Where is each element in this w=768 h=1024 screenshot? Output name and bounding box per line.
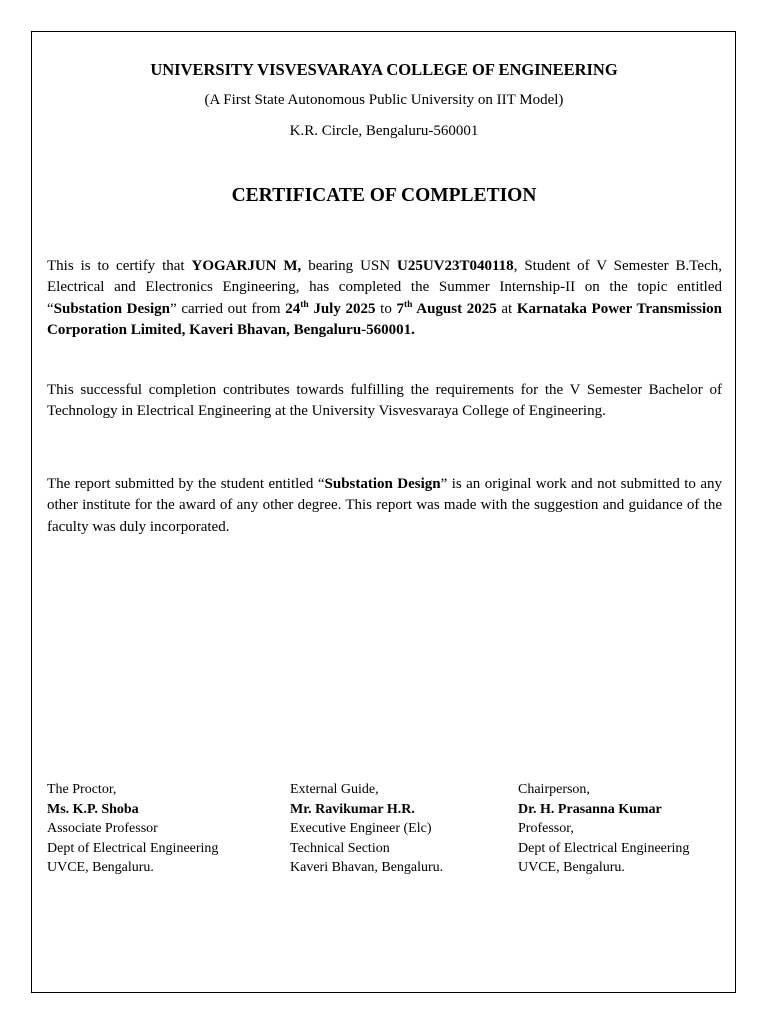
signatory-designation: Associate Professor	[47, 821, 158, 837]
signatory-department: Dept of Electrical Engineering	[518, 840, 690, 856]
signatory-role: External Guide,	[290, 782, 379, 797]
text-run: ” is an original work and not submitted to any other institute for the award of any other degree. This report was made with the suggestion and guidance of the faculty was duly incorporated.	[47, 476, 722, 535]
end-month-year: August 2025	[412, 300, 497, 317]
signatory-department: Technical Section	[290, 840, 390, 856]
signatory-role: Chairperson,	[518, 782, 590, 797]
start-day-suffix: th	[300, 299, 309, 310]
signatory-designation: Executive Engineer (Elc)	[290, 821, 432, 837]
signatory-place: UVCE, Bengaluru.	[518, 860, 625, 876]
signatory-department: Dept of Electrical Engineering	[47, 840, 219, 856]
signatory-name: Ms. K.P. Shoba	[47, 801, 139, 817]
end-day: 7	[396, 300, 404, 317]
report-topic: Substation Design	[324, 476, 441, 492]
internship-topic: Substation Design	[53, 300, 171, 317]
text-run: , Student of V Semester B.Tech, Electrical and Electronics Engineering, has completed the Summer Internship-II on the topic entitled “	[47, 258, 722, 317]
certificate-title: CERTIFICATE OF COMPLETION	[231, 185, 537, 206]
university-name: UNIVERSITY VISVESVARAYA COLLEGE OF ENGINEERING	[150, 60, 618, 79]
text-run: to	[375, 300, 397, 317]
text-run: The report submitted by the student entitled “	[47, 476, 325, 492]
university-subtitle: (A First State Autonomous Public University on IIT Model)	[204, 92, 564, 108]
signatory-name: Mr. Ravikumar H.R.	[290, 801, 415, 817]
start-date	[285, 301, 375, 317]
text-run: ” carried out from	[170, 300, 286, 317]
signatory-role: The Proctor,	[47, 782, 117, 797]
text-run: at	[496, 300, 517, 317]
signatory-proctor	[47, 780, 218, 878]
start-day: 24	[285, 300, 301, 317]
end-date	[396, 301, 496, 317]
signatory-chairperson	[518, 780, 689, 878]
signatory-designation: Professor,	[518, 821, 574, 837]
signatory-place: Kaveri Bhavan, Bengaluru.	[290, 860, 444, 876]
signatory-external-guide	[290, 780, 443, 878]
university-address: K.R. Circle, Bengaluru-560001	[289, 123, 479, 139]
report-paragraph	[47, 474, 722, 538]
certification-paragraph	[47, 256, 722, 341]
student-name: YOGARJUN M,	[191, 258, 302, 274]
student-usn: U25UV23T040118	[397, 258, 514, 274]
signatory-place: UVCE, Bengaluru.	[47, 860, 154, 876]
signatory-name: Dr. H. Prasanna Kumar	[518, 801, 662, 817]
organization-name: Karnataka Power Transmission Corporation Limited, Kaveri Bhavan, Bengaluru-560001.	[47, 300, 723, 338]
text-run: This is to certify that	[47, 258, 192, 274]
end-day-suffix: th	[403, 299, 413, 310]
start-month-year: July 2025	[308, 300, 376, 317]
text-run: bearing USN	[301, 258, 397, 274]
completion-paragraph: This successful completion contributes towards fulfilling the requirements for the V Semester Bachelor of Technology in Electrical Engineering at the University Visvesvaraya College of Engineering.	[47, 382, 722, 420]
